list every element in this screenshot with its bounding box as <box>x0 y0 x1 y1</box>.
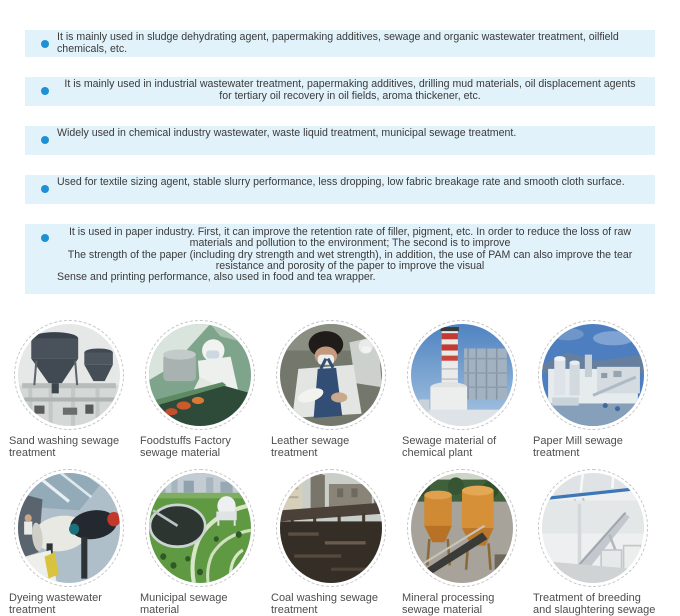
gallery-caption: Sewage material of chemical plant <box>402 435 497 459</box>
photo-ring <box>14 320 124 430</box>
photo-ring <box>407 469 517 587</box>
gallery-caption: Sand washing sewage treatment <box>9 435 120 459</box>
slaughterhouse-interior-photo <box>542 473 644 583</box>
gallery-item-coal-washing <box>268 469 399 616</box>
sand-washing-plant-photo <box>18 324 120 426</box>
chemical-plant-photo <box>411 324 513 426</box>
photo-ring <box>538 320 648 430</box>
feature-text: It is mainly used in sludge dehydrating agent, papermaking additives, sewage and organic wastewater treatment, oilfield chemicals, etc. <box>57 31 619 55</box>
gallery-caption: Foodstuffs Factory sewage material <box>140 435 231 459</box>
gallery-row-1 <box>0 320 680 459</box>
feature-item <box>25 224 655 294</box>
gallery-caption: Paper Mill sewage treatment <box>533 435 623 459</box>
feature-item <box>25 77 655 106</box>
municipal-treatment-plant-photo <box>149 473 251 583</box>
gallery-item-paper-mill <box>530 320 661 459</box>
mineral-processing-photo <box>411 473 513 583</box>
photo-ring <box>407 320 517 430</box>
gallery-caption: Municipal sewage material <box>140 592 228 616</box>
feature-text: Widely used in chemical industry wastewater, waste liquid treatment, municipal sewage treatment. <box>57 127 517 139</box>
photo-ring <box>145 320 255 430</box>
application-photo-gallery <box>0 320 680 616</box>
gallery-item-leather <box>268 320 399 459</box>
photo-ring <box>14 469 124 587</box>
gallery-caption: Mineral processing sewage material <box>402 592 495 616</box>
bullet-dot-icon <box>41 87 49 95</box>
bullet-dot-icon <box>41 234 49 242</box>
gallery-row-2 <box>0 469 680 616</box>
feature-text: Used for textile sizing agent, stable slurry performance, less dropping, low fabric breakage rate and smooth cloth surface. <box>57 176 625 188</box>
paper-mill-photo <box>542 324 644 426</box>
bullet-dot-icon <box>41 136 49 144</box>
gallery-caption: Coal washing sewage treatment <box>271 592 379 616</box>
feature-text: It is mainly used in industrial wastewater treatment, papermaking additives, drilling mud materials, oil displacement agents for tertiary oil recovery in oil fields, aroma thickener, etc. <box>64 78 636 102</box>
photo-ring <box>538 469 648 587</box>
gallery-caption: Treatment of breeding and slaughtering sewage <box>533 592 656 616</box>
feature-item <box>25 175 655 204</box>
photo-ring <box>145 469 255 587</box>
dyeing-factory-photo <box>18 473 120 583</box>
gallery-item-foodstuffs <box>137 320 268 459</box>
feature-text-line: Sense and printing performance, also used in food and tea wrapper. <box>57 271 376 284</box>
application-feature-list <box>0 0 680 294</box>
gallery-item-municipal <box>137 469 268 616</box>
photo-ring <box>276 320 386 430</box>
feature-text-line: It is used in paper industry. First, it can improve the retention rate of filler, pigment, etc. In order to reduce the loss of raw materials and pollution to the environment; The second is to improve <box>68 226 632 250</box>
foodstuffs-factory-photo <box>149 324 251 426</box>
leather-workshop-photo <box>280 324 382 426</box>
gallery-item-chemical-plant <box>399 320 530 459</box>
gallery-caption: Leather sewage treatment <box>271 435 350 459</box>
gallery-caption: Dyeing wastewater treatment <box>9 592 102 616</box>
photo-ring <box>276 469 386 587</box>
gallery-item-breeding-slaughtering <box>530 469 661 616</box>
feature-item <box>25 30 655 57</box>
gallery-item-sand-washing <box>6 320 137 459</box>
coal-washing-site-photo <box>280 473 382 583</box>
feature-item <box>25 126 655 155</box>
gallery-item-dyeing <box>6 469 137 616</box>
bullet-dot-icon <box>41 185 49 193</box>
bullet-dot-icon <box>41 40 49 48</box>
gallery-item-mineral-processing <box>399 469 530 616</box>
feature-text-line: The strength of the paper (including dry strength and wet strength), in addition, the use of PAM can also improve the tear resistance and porosity of the paper to improve the visual <box>67 248 633 272</box>
